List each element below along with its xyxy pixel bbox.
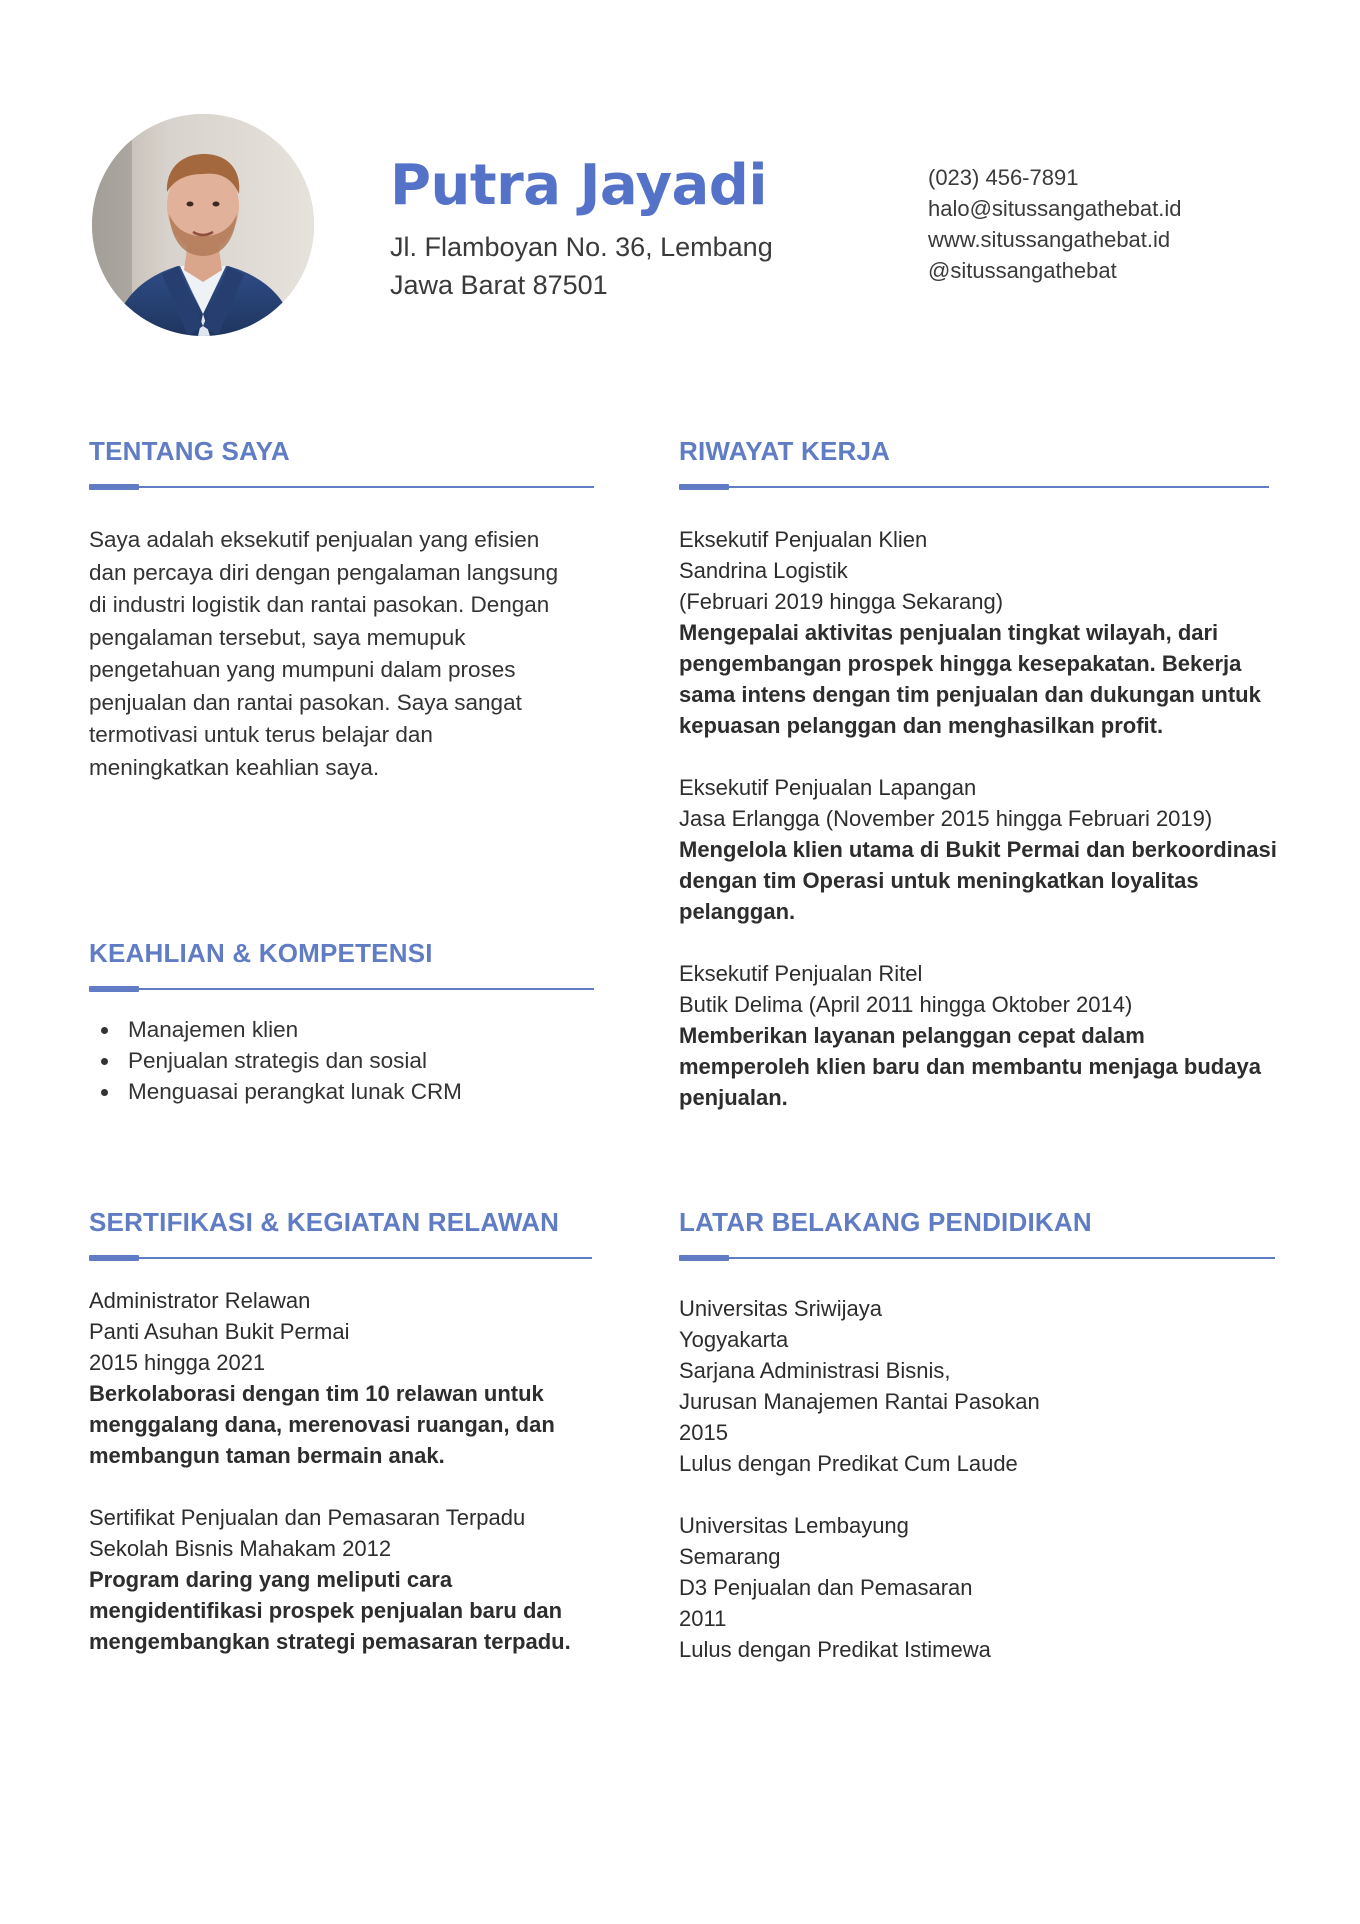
profile-photo (92, 114, 314, 336)
certification-desc: Program daring yang meliputi cara (89, 1567, 453, 1592)
address-line-1: Jl. Flamboyan No. 36, Lembang (390, 232, 773, 262)
work-company: Jasa Erlangga (November 2015 hingga Februari 2019) (679, 806, 1213, 831)
education-entry (679, 1293, 1275, 1479)
certifications-section (89, 1205, 592, 1657)
skills-divider (89, 986, 594, 992)
work-desc: Memberikan layanan pelanggan cepat dalam (679, 1023, 1145, 1048)
bullet-icon (101, 1058, 108, 1065)
work-desc: Mengelola klien utama di Bukit Permai dan berkoordinasi (679, 837, 1277, 862)
skill-label: Menguasai perangkat lunak CRM (128, 1079, 462, 1104)
about-line: termotivasi untuk terus belajar dan (89, 722, 433, 747)
work-desc: penjualan. (679, 1085, 788, 1110)
education-section (679, 1205, 1275, 1665)
work-desc: pengembangan prospek hingga kesepakatan. Bekerja (679, 651, 1242, 676)
education-entry (679, 1510, 1275, 1665)
skill-label: Manajemen klien (128, 1017, 299, 1042)
certification-org: Sekolah Bisnis Mahakam 2012 (89, 1536, 392, 1561)
about-line: dan percaya diri dengan pengalaman langsung (89, 559, 559, 585)
skill-label: Penjualan strategis dan sosial (128, 1048, 427, 1073)
contact-website: www.situssangathebat.id (928, 227, 1171, 252)
contact-info (928, 162, 1182, 286)
certification-desc: menggalang dana, merenovasi ruangan, dan (89, 1412, 555, 1437)
certification-entry (89, 1502, 592, 1657)
about-line: Saya adalah eksekutif penjualan yang efisien (89, 527, 540, 552)
skills-section (89, 936, 594, 1107)
about-line: pengetahuan yang mumpuni dalam proses (89, 657, 516, 682)
education-school: Universitas Sriwijaya (679, 1296, 882, 1321)
work-desc: pelanggan. (679, 899, 796, 924)
certification-entry (89, 1285, 592, 1471)
education-title: LATAR BELAKANG PENDIDIKAN (679, 1207, 1092, 1237)
certification-role: Administrator Relawan (89, 1288, 311, 1313)
education-city: Yogyakarta (679, 1327, 789, 1352)
certification-role: Sertifikat Penjualan dan Pemasaran Terpadu (89, 1505, 526, 1530)
work-position: Eksekutif Penjualan Ritel (679, 961, 923, 986)
bullet-icon (101, 1089, 108, 1096)
skills-list (89, 1014, 594, 1107)
certifications-list (89, 1285, 592, 1657)
bullet-icon (101, 1027, 108, 1034)
work-desc: sama intens dengan tim penjualan dan dukungan untuk (679, 682, 1261, 707)
work-position: Eksekutif Penjualan Lapangan (679, 775, 977, 800)
education-divider (679, 1255, 1275, 1261)
address (390, 228, 773, 304)
address-line-2: Jawa Barat 87501 (390, 270, 608, 300)
work-company: Sandrina Logistik (679, 558, 848, 583)
work-desc: memperoleh klien baru dan membantu menjaga budaya (679, 1054, 1261, 1079)
work-divider (679, 484, 1269, 490)
work-company: Butik Delima (April 2011 hingga Oktober 2014) (679, 992, 1133, 1017)
certification-desc: mengembangkan strategi pemasaran terpadu. (89, 1629, 571, 1654)
work-period: (Februari 2019 hingga Sekarang) (679, 589, 1004, 614)
contact-email: halo@situssangathebat.id (928, 196, 1182, 221)
skill-item (89, 1076, 594, 1107)
about-line: pengalaman tersebut, saya memupuk (89, 624, 466, 650)
about-title: TENTANG SAYA (89, 436, 290, 466)
education-school: Universitas Lembayung (679, 1513, 909, 1538)
work-position: Eksekutif Penjualan Klien (679, 527, 928, 552)
education-city: Semarang (679, 1544, 781, 1569)
education-year: 2011 (679, 1606, 727, 1631)
work-desc: kepuasan pelanggan dan menghasilkan profit. (679, 713, 1164, 738)
education-degree: Sarjana Administrasi Bisnis, (679, 1358, 951, 1383)
education-honor: Lulus dengan Predikat Cum Laude (679, 1451, 1018, 1476)
work-desc: dengan tim Operasi untuk meningkatkan loyalitas (679, 868, 1199, 893)
candidate-name: Putra Jayadi (390, 153, 768, 218)
education-degree: D3 Penjualan dan Pemasaran (679, 1575, 973, 1600)
certification-desc: Berkolaborasi dengan tim 10 relawan untuk (89, 1381, 544, 1406)
certifications-divider (89, 1255, 592, 1261)
work-section (679, 434, 1277, 1113)
about-text (89, 524, 594, 784)
education-honor: Lulus dengan Predikat Istimewa (679, 1637, 991, 1662)
education-year: 2015 (679, 1420, 728, 1445)
certifications-title: SERTIFIKASI & KEGIATAN RELAWAN (89, 1207, 560, 1237)
about-line: di industri logistik dan rantai pasokan. Dengan (89, 592, 550, 617)
about-line: penjualan dan rantai pasokan. Saya sangat (89, 689, 522, 715)
about-section (89, 434, 594, 784)
work-list (679, 524, 1277, 1113)
contact-social: @situssangathebat (928, 258, 1117, 283)
certification-org: Panti Asuhan Bukit Permai (89, 1319, 350, 1344)
skills-title: KEAHLIAN & KOMPETENSI (89, 938, 433, 968)
about-line: meningkatkan keahlian saya. (89, 754, 380, 780)
work-entry (679, 772, 1277, 927)
certification-period: 2015 hingga 2021 (89, 1350, 266, 1375)
certification-desc: membangun taman bermain anak. (89, 1443, 445, 1468)
about-divider (89, 484, 594, 490)
contact-phone: (023) 456-7891 (928, 165, 1079, 190)
skill-item (89, 1014, 594, 1045)
profile-photo-illustration (92, 114, 314, 336)
certification-desc: mengidentifikasi prospek penjualan baru dan (89, 1598, 563, 1623)
work-entry (679, 524, 1269, 741)
education-major: Jurusan Manajemen Rantai Pasokan (679, 1389, 1040, 1414)
education-list (679, 1293, 1275, 1665)
work-title: RIWAYAT KERJA (679, 436, 891, 466)
work-entry (679, 958, 1269, 1113)
work-desc: Mengepalai aktivitas penjualan tingkat wilayah, dari (679, 620, 1219, 645)
skill-item (89, 1045, 594, 1076)
